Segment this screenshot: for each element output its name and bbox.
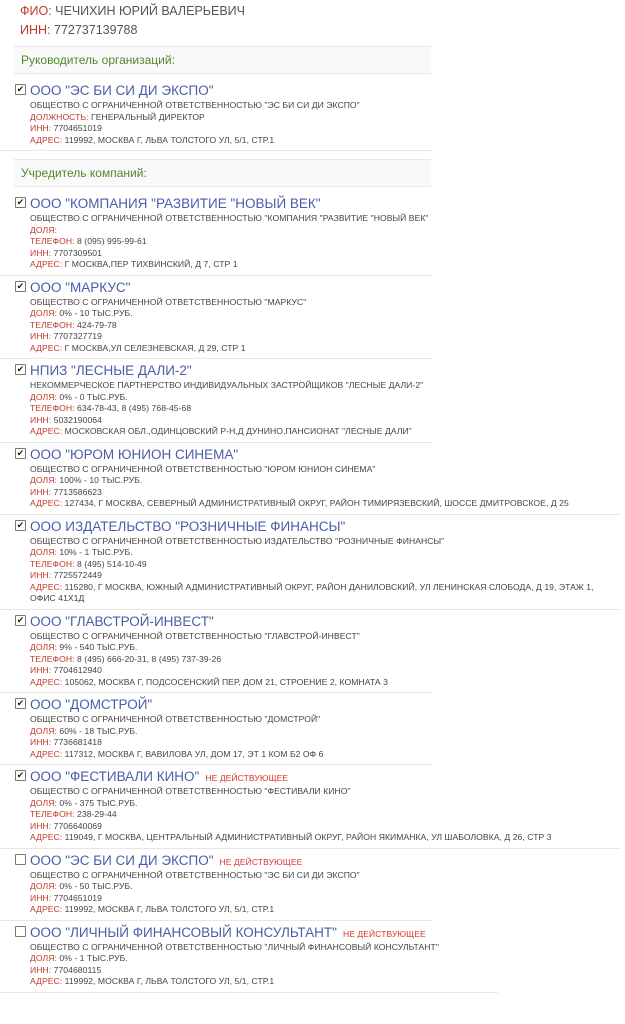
phone-field-value: 424-79-78 xyxy=(77,319,117,330)
company-entry xyxy=(0,276,432,360)
company-title-link[interactable]: ООО "МАРКУС" xyxy=(30,279,131,295)
inn-field xyxy=(30,570,620,582)
company-title-link[interactable]: ООО "ФЕСТИВАЛИ КИНО" xyxy=(30,769,200,784)
address-field-label: АДРЕС: xyxy=(30,832,63,842)
address-field xyxy=(30,426,432,438)
inn-field-label: ИНН: xyxy=(30,892,52,903)
inn-field-value: 7725572449 xyxy=(53,570,102,580)
company-title-link[interactable]: ООО "КОМПАНИЯ "РАЗВИТИЕ "НОВЫЙ ВЕК" xyxy=(30,196,321,211)
inn-field-label: ИНН: xyxy=(30,570,52,580)
select-checkbox[interactable]: ✔ xyxy=(16,197,25,207)
address-field xyxy=(30,749,432,761)
phone-field-label: ТЕЛЕФОН: xyxy=(30,319,75,330)
address-field-value: 115280, Г МОСКВА, ЮЖНЫЙ АДМИНИСТРАТИВНЫЙ ОКРУГ, РАЙОН ДАНИЛОВСКИЙ, УЛ ЛЕНИНСКАЯ СЛОБОДА, Д 19, ЭТАЖ 1, ОФИС 41Х1Д xyxy=(30,581,594,603)
address-field-label: АДРЕС: xyxy=(30,676,63,687)
inn-field-label: ИНН: xyxy=(30,331,52,341)
share-field-label: ДОЛЯ: xyxy=(30,391,57,402)
phone-field-label: ТЕЛЕФОН: xyxy=(30,403,75,413)
fio-line xyxy=(20,2,625,21)
select-checkbox[interactable]: ✔ xyxy=(16,770,25,780)
phone-field-label: ТЕЛЕФОН: xyxy=(30,558,75,569)
inn-field-label: ИНН: xyxy=(30,665,52,675)
company-entry xyxy=(0,765,620,849)
address-field-value: 119992, МОСКВА Г, ЛЬВА ТОЛСТОГО УЛ, 5/1, СТР.1 xyxy=(64,976,275,986)
select-checkbox[interactable]: ✔ xyxy=(16,364,25,374)
inn-field xyxy=(30,893,432,905)
company-full-name: ОБЩЕСТВО С ОГРАНИЧЕННОЙ ОТВЕТСТВЕННОСТЬЮ "ЮРОМ ЮНИОН СИНЕМА" xyxy=(30,463,376,474)
inn-field-value: 7704612940 xyxy=(53,665,102,675)
share-field-label: ДОЛЯ: xyxy=(30,953,57,963)
inactive-badge: НЕ ДЕЙСТВУЮЩЕЕ xyxy=(342,928,426,939)
inn-field-label: ИНН: xyxy=(30,737,52,747)
inn-field xyxy=(30,821,620,833)
inactive-badge: НЕ ДЕЙСТВУЮЩЕЕ xyxy=(219,856,303,867)
inn-field-value: 5032190064 xyxy=(53,414,102,425)
share-field-label: ДОЛЯ: xyxy=(30,224,57,235)
company-entry xyxy=(0,515,620,610)
address-field xyxy=(30,259,432,271)
phone-field xyxy=(30,236,432,248)
share-field-value: 0% - 375 ТЫС.РУБ. xyxy=(59,797,138,808)
select-checkbox[interactable]: ✔ xyxy=(16,280,25,291)
phone-field xyxy=(30,559,620,571)
select-checkbox[interactable]: ✔ xyxy=(16,519,25,530)
phone-field-value: 8 (495) 514-10-49 xyxy=(77,558,147,569)
share-field xyxy=(30,726,432,738)
address-field xyxy=(30,135,432,147)
share-field xyxy=(30,798,620,810)
share-field-label: ДОЛЯ: xyxy=(30,725,57,736)
position-field xyxy=(30,112,432,124)
company-full-name: ОБЩЕСТВО С ОГРАНИЧЕННОЙ ОТВЕТСТВЕННОСТЬЮ ИЗДАТЕЛЬСТВО "РОЗНИЧНЫЕ ФИНАНСЫ" xyxy=(30,535,445,546)
address-field-label: АДРЕС: xyxy=(30,134,63,145)
phone-field-label: ТЕЛЕФОН: xyxy=(30,809,75,819)
address-field-label: АДРЕС: xyxy=(30,976,63,986)
address-field-value: 119992, МОСКВА Г, ЛЬВА ТОЛСТОГО УЛ, 5/1, СТР.1 xyxy=(64,134,275,145)
address-field-value: Г МОСКВА,ПЕР ТИХВИНСКИЙ, Д 7, СТР 1 xyxy=(64,259,238,269)
company-entry xyxy=(0,921,498,993)
inn-field-label: ИНН: xyxy=(30,123,52,133)
select-checkbox[interactable]: ✔ xyxy=(16,447,25,458)
company-title-link[interactable]: ООО "ЭС БИ СИ ДИ ЭКСПО" xyxy=(30,852,214,868)
company-title-link[interactable]: НПИЗ "ЛЕСНЫЕ ДАЛИ-2" xyxy=(30,363,192,378)
phone-field-label: ТЕЛЕФОН: xyxy=(30,653,75,664)
inn-field xyxy=(30,123,432,135)
inn-field-value: 7707327719 xyxy=(53,331,102,341)
phone-field xyxy=(30,809,620,821)
inn-field-value: 7704651019 xyxy=(53,123,102,133)
inn-field-value: 7736681418 xyxy=(53,737,102,747)
share-field-label: ДОЛЯ: xyxy=(30,547,57,557)
company-full-name: ОБЩЕСТВО С ОГРАНИЧЕННОЙ ОТВЕТСТВЕННОСТЬЮ "МАРКУС" xyxy=(30,296,307,307)
inn-value: 772737139788 xyxy=(54,23,138,37)
fio-label: ФИО: xyxy=(20,4,52,18)
share-field-label: ДОЛЯ: xyxy=(30,308,57,318)
company-full-name: ОБЩЕСТВО С ОГРАНИЧЕННОЙ ОТВЕТСТВЕННОСТЬЮ "ЭС БИ СИ ДИ ЭКСПО" xyxy=(30,869,360,880)
share-field-value: 60% - 18 ТЫС.РУБ. xyxy=(59,725,138,736)
inn-field xyxy=(30,487,620,499)
inn-field-label: ИНН: xyxy=(30,964,52,975)
share-field xyxy=(30,881,432,893)
share-field xyxy=(30,225,432,237)
person-header xyxy=(0,0,625,40)
company-full-name: НЕКОММЕРЧЕСКОЕ ПАРТНЕРСТВО ИНДИВИДУАЛЬНЫХ ЗАСТРОЙЩИКОВ "ЛЕСНЫЕ ДАЛИ-2" xyxy=(30,380,424,390)
inn-field-label: ИНН: xyxy=(30,414,52,425)
select-checkbox[interactable] xyxy=(15,854,26,865)
inn-field xyxy=(30,737,432,749)
company-title-link[interactable]: ООО ИЗДАТЕЛЬСТВО "РОЗНИЧНЫЕ ФИНАНСЫ" xyxy=(30,518,346,534)
share-field-value: 0% - 50 ТЫС.РУБ. xyxy=(59,881,133,891)
fio-value: ЧЕЧИХИН ЮРИЙ ВАЛЕРЬЕВИЧ xyxy=(55,4,245,18)
phone-field-value: 8 (495) 666-20-31, 8 (495) 737-39-26 xyxy=(77,653,222,664)
company-entry xyxy=(0,187,432,276)
share-field xyxy=(30,475,620,487)
inn-field-value: 7707309501 xyxy=(53,247,102,258)
address-field xyxy=(30,582,620,605)
company-title-link[interactable]: ООО "ДОМСТРОЙ" xyxy=(30,697,153,712)
share-field-value: 9% - 540 ТЫС.РУБ. xyxy=(59,642,138,652)
share-field-value: 10% - 1 ТЫС.РУБ. xyxy=(59,547,133,557)
position-field-label: ДОЛЖНОСТЬ: xyxy=(30,111,89,122)
inn-field-value: 7704651019 xyxy=(53,892,102,903)
company-entry xyxy=(0,693,432,765)
position-field-value: ГЕНЕРАЛЬНЫЙ ДИРЕКТОР xyxy=(91,111,205,122)
inn-field xyxy=(30,665,432,677)
phone-field-value: 8 (095) 995-99-61 xyxy=(77,236,147,246)
select-checkbox[interactable]: ✔ xyxy=(16,84,25,94)
share-field-label: ДОЛЯ: xyxy=(30,881,57,891)
share-field xyxy=(30,547,620,559)
address-field-label: АДРЕС: xyxy=(30,904,63,914)
address-field-value: 127434, Г МОСКВА, СЕВЕРНЫЙ АДМИНИСТРАТИВНЫЙ ОКРУГ, РАЙОН ТИМИРЯЗЕВСКИЙ, ШОССЕ ДМИТРОВСКОЕ, Д 25 xyxy=(64,498,569,508)
address-field-label: АДРЕС: xyxy=(30,748,63,759)
address-field-label: АДРЕС: xyxy=(30,426,63,436)
inactive-badge: НЕ ДЕЙСТВУЮЩЕЕ xyxy=(205,773,289,783)
address-field xyxy=(30,677,432,689)
founder-list xyxy=(0,187,625,993)
share-field xyxy=(30,308,432,320)
select-checkbox[interactable]: ✔ xyxy=(16,698,25,708)
company-entry xyxy=(0,849,432,921)
address-field xyxy=(30,343,432,355)
inn-field xyxy=(30,248,432,260)
company-entry xyxy=(0,74,432,151)
company-entry xyxy=(0,443,620,515)
company-title-link[interactable]: ООО "ГЛАВСТРОЙ-ИНВЕСТ" xyxy=(30,613,214,629)
company-full-name: ОБЩЕСТВО С ОГРАНИЧЕННОЙ ОТВЕТСТВЕННОСТЬЮ "ЛИЧНЫЙ ФИНАНСОВЫЙ КОНСУЛЬТАНТ" xyxy=(30,941,439,952)
address-field-value: Г МОСКВА,УЛ СЕЛЕЗНЕВСКАЯ, Д 29, СТР 1 xyxy=(64,342,246,353)
company-title-link[interactable]: ООО "ЮРОМ ЮНИОН СИНЕМА" xyxy=(30,446,239,462)
phone-field-value: 634-78-43, 8 (495) 768-45-68 xyxy=(77,403,192,413)
address-field-value: 119992, МОСКВА Г, ЛЬВА ТОЛСТОГО УЛ, 5/1, СТР.1 xyxy=(64,904,275,914)
share-field-value: 0% - 1 ТЫС.РУБ. xyxy=(59,953,128,963)
phone-field xyxy=(30,654,432,666)
inn-field-value: 7713586623 xyxy=(53,486,102,497)
share-field-label: ДОЛЯ: xyxy=(30,642,57,652)
company-entry xyxy=(0,359,432,443)
inn-line xyxy=(20,21,625,40)
address-field-label: АДРЕС: xyxy=(30,342,63,353)
phone-field xyxy=(30,320,432,332)
company-full-name: ОБЩЕСТВО С ОГРАНИЧЕННОЙ ОТВЕТСТВЕННОСТЬЮ "ЭС БИ СИ ДИ ЭКСПО" xyxy=(30,100,360,110)
address-field-value: 105062, МОСКВА Г, ПОДСОСЕНСКИЙ ПЕР, ДОМ 21, СТРОЕНИЕ 2, КОМНАТА 3 xyxy=(64,676,388,687)
address-field xyxy=(30,832,620,844)
select-checkbox[interactable] xyxy=(15,926,26,937)
section-founder: Учредитель компаний: xyxy=(14,159,431,187)
address-field-label: АДРЕС: xyxy=(30,259,63,269)
share-field xyxy=(30,953,498,965)
share-field-value: 0% - 10 ТЫС.РУБ. xyxy=(59,308,133,318)
inn-field-label: ИНН: xyxy=(30,247,52,258)
select-checkbox[interactable]: ✔ xyxy=(16,614,25,625)
company-title-link[interactable]: ООО "ЛИЧНЫЙ ФИНАНСОВЫЙ КОНСУЛЬТАНТ" xyxy=(30,924,337,940)
share-field-label: ДОЛЯ: xyxy=(30,475,57,485)
phone-field-label: ТЕЛЕФОН: xyxy=(30,236,75,246)
address-field-label: АДРЕС: xyxy=(30,498,63,508)
company-full-name: ОБЩЕСТВО С ОГРАНИЧЕННОЙ ОТВЕТСТВЕННОСТЬЮ "КОМПАНИЯ "РАЗВИТИЕ "НОВЫЙ ВЕК" xyxy=(30,213,429,223)
share-field-value: 0% - 0 ТЫС.РУБ. xyxy=(59,391,128,402)
manager-list xyxy=(0,74,625,151)
company-full-name: ОБЩЕСТВО С ОГРАНИЧЕННОЙ ОТВЕТСТВЕННОСТЬЮ "ДОМСТРОЙ" xyxy=(30,714,321,724)
company-full-name: ОБЩЕСТВО С ОГРАНИЧЕННОЙ ОТВЕТСТВЕННОСТЬЮ "ГЛАВСТРОЙ-ИНВЕСТ" xyxy=(30,630,360,641)
address-field xyxy=(30,498,620,510)
inn-field xyxy=(30,331,432,343)
phone-field-value: 238-29-44 xyxy=(77,809,117,819)
share-field-label: ДОЛЯ: xyxy=(30,797,57,808)
section-manager: Руководитель организаций: xyxy=(14,46,431,74)
inn-field-label: ИНН: xyxy=(30,820,52,831)
phone-field xyxy=(30,403,432,415)
address-field-value: МОСКОВСКАЯ ОБЛ.,ОДИНЦОВСКИЙ Р-Н,Д ДУНИНО,ПАНСИОНАТ "ЛЕСНЫЕ ДАЛИ" xyxy=(64,426,412,436)
address-field-value: 117312, МОСКВА Г, ВАВИЛОВА УЛ, ДОМ 17, ЭТ 1 КОМ Б2 ОФ 6 xyxy=(64,748,324,759)
company-full-name: ОБЩЕСТВО С ОГРАНИЧЕННОЙ ОТВЕТСТВЕННОСТЬЮ "ФЕСТИВАЛИ КИНО" xyxy=(30,786,351,796)
share-field xyxy=(30,642,432,654)
inn-field-value: 7706640069 xyxy=(53,820,102,831)
company-title-link[interactable]: ООО "ЭС БИ СИ ДИ ЭКСПО" xyxy=(30,83,214,98)
share-field xyxy=(30,392,432,404)
inn-field-label: ИНН: xyxy=(30,486,52,497)
inn-field xyxy=(30,965,498,977)
inn-field xyxy=(30,415,432,427)
share-field-value: 100% - 10 ТЫС.РУБ. xyxy=(59,475,143,485)
address-field xyxy=(30,976,498,988)
company-entry xyxy=(0,610,432,694)
address-field-label: АДРЕС: xyxy=(30,581,63,592)
inn-field-value: 7704680115 xyxy=(53,964,102,975)
address-field-value: 119049, Г МОСКВА, ЦЕНТРАЛЬНЫЙ АДМИНИСТРАТИВНЫЙ ОКРУГ, РАЙОН ЯКИМАНКА, УЛ ШАБОЛОВКА, Д 26, СТР 3 xyxy=(64,832,552,842)
address-field xyxy=(30,904,432,916)
inn-label: ИНН: xyxy=(20,23,51,37)
